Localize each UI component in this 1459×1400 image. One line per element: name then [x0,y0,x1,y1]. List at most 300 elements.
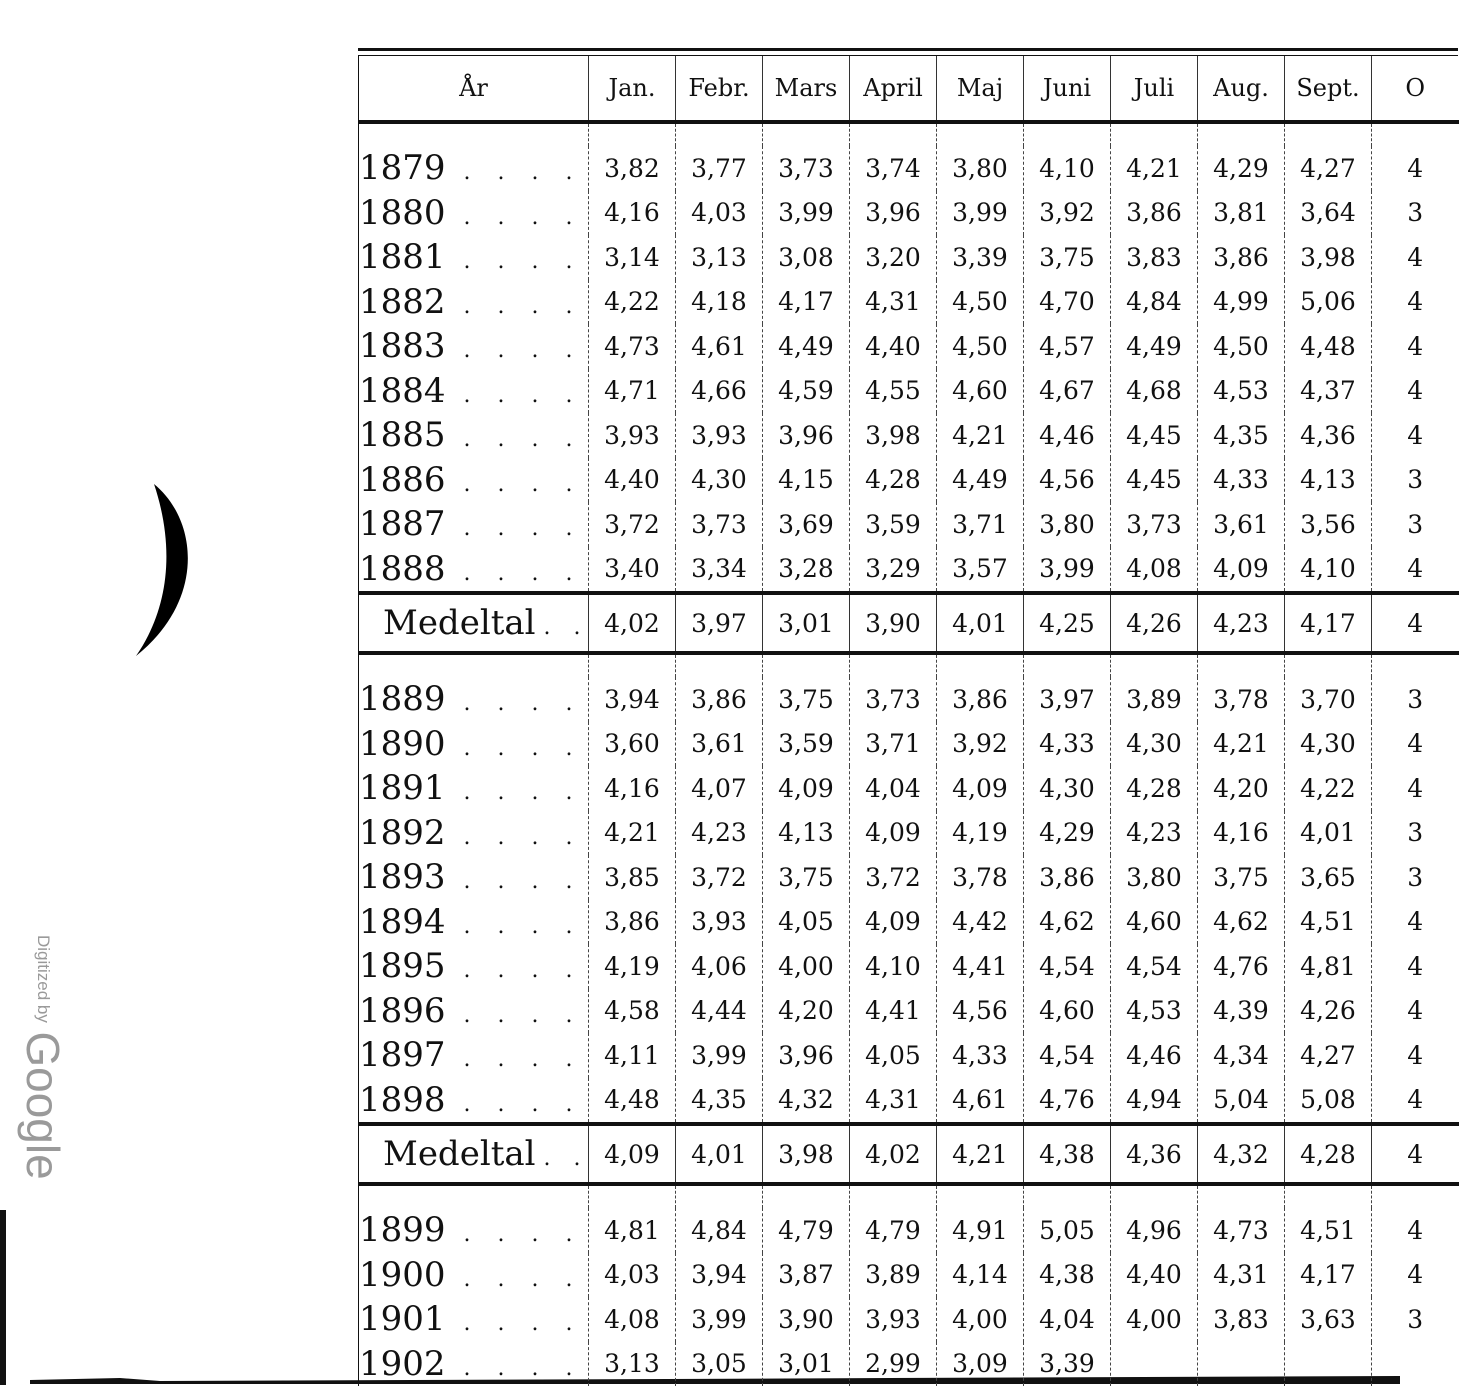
leader-dots: . . . . [463,735,583,761]
mean-value-cell: 4,01 [937,593,1024,653]
year-label: 1895 [359,946,446,987]
value-cell: 3,73 [850,677,937,722]
value-cell: 4,09 [1198,547,1285,594]
value-cell: 4 [1372,280,1459,325]
value-cell: 3 [1372,855,1459,900]
table-row [359,1208,1459,1253]
mean-value-cell: 4,21 [937,1124,1024,1184]
year-cell [359,1297,589,1342]
value-cell: 4,07 [676,766,763,811]
value-cell: 3 [1372,458,1459,503]
value-cell: 4,46 [1111,1033,1198,1078]
table-body [359,122,1459,1386]
value-cell: 4,67 [1024,369,1111,414]
mean-value-cell: 4,02 [589,593,676,653]
value-cell: 3,89 [1111,677,1198,722]
value-cell: 3,78 [1198,677,1285,722]
spacer-cell [763,653,850,677]
value-cell: 3,73 [763,146,850,191]
value-cell: 4,31 [1198,1253,1285,1298]
value-cell: 4,54 [1024,944,1111,989]
spacer-cell [1111,122,1198,146]
value-cell: 4,62 [1198,900,1285,945]
leader-dots: . . . . [463,382,583,408]
value-cell [1198,1342,1285,1387]
value-cell: 4,59 [763,369,850,414]
value-cell: 3,40 [589,547,676,594]
value-cell: 4,38 [1024,1253,1111,1298]
value-cell: 4,60 [937,369,1024,414]
value-cell: 3,72 [589,502,676,547]
year-cell [359,1033,589,1078]
year-label: 1889 [359,679,446,720]
value-cell: 4,30 [1024,766,1111,811]
value-cell: 3,20 [850,235,937,280]
header-month: O [1372,56,1459,122]
value-cell: 4,61 [937,1078,1024,1125]
header-month: Aug. [1198,56,1285,122]
value-cell: 4,50 [937,324,1024,369]
year-label: 1900 [359,1254,446,1295]
value-cell: 4,18 [676,280,763,325]
value-cell: 3,56 [1285,502,1372,547]
mean-value-cell: 4,32 [1198,1124,1285,1184]
year-cell [359,502,589,547]
value-cell: 3,59 [763,722,850,767]
leader-dots: . . . . [463,249,583,275]
spacer-cell [359,1184,589,1208]
spacer-cell [359,653,589,677]
value-cell: 4,09 [850,811,937,856]
value-cell: 4,19 [937,811,1024,856]
year-cell [359,324,589,369]
value-cell [1372,1342,1459,1387]
value-cell: 3,72 [850,855,937,900]
mean-label-cell [359,1124,589,1184]
value-cell: 4,04 [1024,1297,1111,1342]
table-row [359,722,1459,767]
value-cell: 4,41 [937,944,1024,989]
table-row [359,1253,1459,1298]
year-cell [359,369,589,414]
value-cell: 4,68 [1111,369,1198,414]
header-row [359,56,1459,122]
value-cell: 3,08 [763,235,850,280]
mean-value-cell: 4,28 [1285,1124,1372,1184]
spacer-cell [850,1184,937,1208]
year-label: 1896 [359,990,446,1031]
value-cell: 4,57 [1024,324,1111,369]
value-cell: 4,03 [676,191,763,236]
year-label: 1899 [359,1210,446,1251]
mean-value-cell: 4,38 [1024,1124,1111,1184]
value-cell: 4,76 [1024,1078,1111,1125]
value-cell: 5,06 [1285,280,1372,325]
year-cell [359,766,589,811]
leader-dots: . . . . [463,958,583,984]
leader-dots: . . . . [463,560,583,586]
value-cell: 4,10 [850,944,937,989]
year-label: 1881 [359,237,446,278]
spacer-cell [1024,122,1111,146]
leader-dots: . . . . [463,1047,583,1073]
year-cell [359,1078,589,1125]
value-cell: 3 [1372,502,1459,547]
spacer-cell [1372,653,1459,677]
value-cell: 4 [1372,547,1459,594]
value-cell: 3,96 [763,413,850,458]
value-cell: 4,27 [1285,1033,1372,1078]
value-cell: 2,99 [850,1342,937,1387]
value-cell: 3,34 [676,547,763,594]
header-month: Maj [937,56,1024,122]
value-cell: 3,87 [763,1253,850,1298]
value-cell: 4,41 [850,989,937,1034]
value-cell: 4,05 [850,1033,937,1078]
value-cell: 4,81 [589,1208,676,1253]
value-cell: 3,57 [937,547,1024,594]
value-cell: 4,62 [1024,900,1111,945]
header-month: Mars [763,56,850,122]
year-cell [359,811,589,856]
value-cell: 4,27 [1285,146,1372,191]
value-cell: 3,96 [763,1033,850,1078]
value-cell: 3,29 [850,547,937,594]
spacer-cell [1024,1184,1111,1208]
value-cell: 4,49 [937,458,1024,503]
top-rule [358,48,1458,56]
value-cell: 4,21 [1198,722,1285,767]
value-cell: 3,83 [1111,235,1198,280]
value-cell: 4,40 [1111,1253,1198,1298]
year-label: 1883 [359,326,446,367]
value-cell: 4,49 [1111,324,1198,369]
value-cell: 3,60 [589,722,676,767]
mean-value-cell: 4 [1372,1124,1459,1184]
value-cell: 3,59 [850,502,937,547]
spacer-cell [1111,1184,1198,1208]
mean-value-cell: 4,23 [1198,593,1285,653]
value-cell: 3,93 [676,900,763,945]
year-label: 1902 [359,1343,446,1384]
year-label: 1890 [359,723,446,764]
value-cell: 3 [1372,1297,1459,1342]
header-month: Jan. [589,56,676,122]
value-cell: 4,22 [589,280,676,325]
spacer-cell [763,1184,850,1208]
year-cell [359,1208,589,1253]
value-cell: 4,29 [1198,146,1285,191]
value-cell: 4 [1372,766,1459,811]
value-cell: 4,45 [1111,458,1198,503]
value-cell: 3,86 [676,677,763,722]
mean-value-cell: 4 [1372,593,1459,653]
value-cell [1285,1342,1372,1387]
year-label: 1901 [359,1299,446,1340]
leader-dots: . . . . [463,204,583,230]
leader-dots: . . . . [463,1091,583,1117]
value-cell: 3,81 [1198,191,1285,236]
leader-dots: . . . . [463,471,583,497]
spacer-cell [589,653,676,677]
value-cell: 4,48 [589,1078,676,1125]
table-row [359,1078,1459,1125]
value-cell: 3,99 [763,191,850,236]
header-month: Sept. [1285,56,1372,122]
value-cell: 3,98 [850,413,937,458]
value-cell: 4 [1372,324,1459,369]
mean-label: Medeltal [383,1134,536,1174]
spacer-cell [850,653,937,677]
header-month: Febr. [676,56,763,122]
value-cell: 4,31 [850,1078,937,1125]
value-cell: 4,50 [937,280,1024,325]
value-cell: 4,33 [937,1033,1024,1078]
table-row [359,191,1459,236]
value-cell: 4,33 [1024,722,1111,767]
value-cell: 4,84 [676,1208,763,1253]
spacer-cell [1198,122,1285,146]
leader-dots: . . . . [463,427,583,453]
value-cell: 4 [1372,369,1459,414]
value-cell: 4 [1372,989,1459,1034]
table-row [359,811,1459,856]
header-year: År [359,56,589,122]
value-cell: 3,13 [676,235,763,280]
value-cell: 4,73 [1198,1208,1285,1253]
value-cell: 4,03 [589,1253,676,1298]
value-cell: 3,94 [676,1253,763,1298]
value-cell: 4,56 [1024,458,1111,503]
value-cell: 3,85 [589,855,676,900]
spacer-cell [589,122,676,146]
value-cell: 4,46 [1024,413,1111,458]
value-cell: 4,13 [763,811,850,856]
value-cell: 4,35 [1198,413,1285,458]
year-cell [359,944,589,989]
leader-dots: . . . . [463,293,583,319]
value-cell: 3,80 [937,146,1024,191]
value-cell: 3,61 [1198,502,1285,547]
value-cell: 4,10 [1024,146,1111,191]
value-cell: 3,99 [676,1033,763,1078]
value-cell: 3,73 [676,502,763,547]
value-cell: 4,94 [1111,1078,1198,1125]
year-cell [359,1342,589,1387]
value-cell: 4,49 [763,324,850,369]
value-cell: 3,86 [1024,855,1111,900]
value-cell: 3,99 [676,1297,763,1342]
value-cell: 4,55 [850,369,937,414]
value-cell: 4,00 [937,1297,1024,1342]
value-cell: 4,23 [676,811,763,856]
mean-value-cell: 4,26 [1111,593,1198,653]
value-cell: 3,80 [1111,855,1198,900]
table-row [359,1342,1459,1387]
value-cell: 4,56 [937,989,1024,1034]
spacer-cell [1285,653,1372,677]
spacer-cell [763,122,850,146]
spacer-cell [1111,653,1198,677]
value-cell: 3,92 [1024,191,1111,236]
value-cell: 4 [1372,1253,1459,1298]
value-cell: 4,17 [1285,1253,1372,1298]
value-cell: 4,34 [1198,1033,1285,1078]
value-cell: 4,96 [1111,1208,1198,1253]
value-cell: 3,64 [1285,191,1372,236]
leader-dots: . . . . [463,1311,583,1337]
spacer-cell [589,1184,676,1208]
value-cell: 3,09 [937,1342,1024,1387]
leader-dots: . . . . [463,1002,583,1028]
value-cell: 4,01 [1285,811,1372,856]
value-cell: 4,31 [850,280,937,325]
value-cell: 3,72 [676,855,763,900]
google-watermark [16,935,70,1180]
value-cell: 4 [1372,900,1459,945]
leader-dots: . . . . [463,1355,583,1381]
value-cell: 3,90 [763,1297,850,1342]
spacer-cell [676,653,763,677]
spacer-cell [1024,653,1111,677]
value-cell: 4,37 [1285,369,1372,414]
year-label: 1880 [359,192,446,233]
monthly-values-table [358,56,1459,1386]
value-cell: 3,63 [1285,1297,1372,1342]
year-cell [359,191,589,236]
value-cell: 4,73 [589,324,676,369]
value-cell: 4,08 [589,1297,676,1342]
spacer-cell [1372,1184,1459,1208]
year-cell [359,547,589,594]
value-cell: 3,05 [676,1342,763,1387]
spacer-cell [676,1184,763,1208]
leader-dots: . . . . [463,516,583,542]
table-row [359,235,1459,280]
value-cell: 4,21 [589,811,676,856]
value-cell: 4,14 [937,1253,1024,1298]
value-cell: 3 [1372,811,1459,856]
value-cell: 5,05 [1024,1208,1111,1253]
value-cell: 3,28 [763,547,850,594]
value-cell: 4,00 [763,944,850,989]
value-cell: 3,80 [1024,502,1111,547]
table-row [359,989,1459,1034]
value-cell: 4 [1372,413,1459,458]
value-cell: 3,86 [937,677,1024,722]
spacer-cell [1285,122,1372,146]
mean-row [359,1124,1459,1184]
year-cell [359,146,589,191]
leader-dots: . . . . [463,780,583,806]
mean-value-cell: 4,25 [1024,593,1111,653]
leader-dots: . . . . [463,338,583,364]
value-cell: 4,16 [589,191,676,236]
spacer-row [359,122,1459,146]
value-cell: 4,79 [850,1208,937,1253]
value-cell: 4,81 [1285,944,1372,989]
year-cell [359,989,589,1034]
mean-value-cell: 3,01 [763,593,850,653]
value-cell: 4 [1372,1078,1459,1125]
leader-dots: . . . . [463,824,583,850]
mean-value-cell: 4,17 [1285,593,1372,653]
value-cell: 4,16 [589,766,676,811]
value-cell: 4,84 [1111,280,1198,325]
value-cell: 3,74 [850,146,937,191]
value-cell: 4,09 [937,766,1024,811]
value-cell: 4,60 [1024,989,1111,1034]
year-label: 1891 [359,768,446,809]
mean-label-cell [359,593,589,653]
value-cell: 4,33 [1198,458,1285,503]
value-cell: 3,77 [676,146,763,191]
data-table-sheet [358,48,1458,1386]
value-cell: 4,51 [1285,1208,1372,1253]
value-cell: 4 [1372,146,1459,191]
value-cell: 4,35 [676,1078,763,1125]
table-row [359,1033,1459,1078]
value-cell: 4,40 [850,324,937,369]
value-cell: 3,99 [937,191,1024,236]
spacer-row [359,1184,1459,1208]
year-label: 1897 [359,1035,446,1076]
spacer-cell [937,1184,1024,1208]
value-cell: 4,61 [676,324,763,369]
value-cell: 4 [1372,1208,1459,1253]
value-cell: 4,28 [850,458,937,503]
value-cell: 5,04 [1198,1078,1285,1125]
value-cell: 4,60 [1111,900,1198,945]
value-cell: 3,75 [763,677,850,722]
mean-value-cell: 3,98 [763,1124,850,1184]
value-cell: 4 [1372,1033,1459,1078]
value-cell: 4,20 [1198,766,1285,811]
value-cell: 4,39 [1198,989,1285,1034]
value-cell: 4,30 [1111,722,1198,767]
table-row [359,458,1459,503]
table-row [359,766,1459,811]
watermark-brand: Google [17,1031,69,1180]
year-cell [359,855,589,900]
value-cell: 4,19 [589,944,676,989]
header-month: April [850,56,937,122]
value-cell: 4,22 [1285,766,1372,811]
value-cell: 4,04 [850,766,937,811]
year-cell [359,1253,589,1298]
year-cell [359,722,589,767]
value-cell: 5,08 [1285,1078,1372,1125]
spacer-cell [1285,1184,1372,1208]
value-cell: 4,79 [763,1208,850,1253]
value-cell: 4 [1372,235,1459,280]
value-cell: 4,26 [1285,989,1372,1034]
leader-dots: . . . . [463,913,583,939]
value-cell: 4,70 [1024,280,1111,325]
value-cell: 3,70 [1285,677,1372,722]
value-cell: 4,76 [1198,944,1285,989]
table-row [359,944,1459,989]
value-cell: 4,06 [676,944,763,989]
value-cell: 3,75 [1198,855,1285,900]
year-label: 1892 [359,812,446,853]
mean-value-cell: 4,36 [1111,1124,1198,1184]
header-month: Juli [1111,56,1198,122]
value-cell: 3,93 [589,413,676,458]
value-cell: 4 [1372,722,1459,767]
spacer-cell [850,122,937,146]
value-cell: 4,71 [589,369,676,414]
